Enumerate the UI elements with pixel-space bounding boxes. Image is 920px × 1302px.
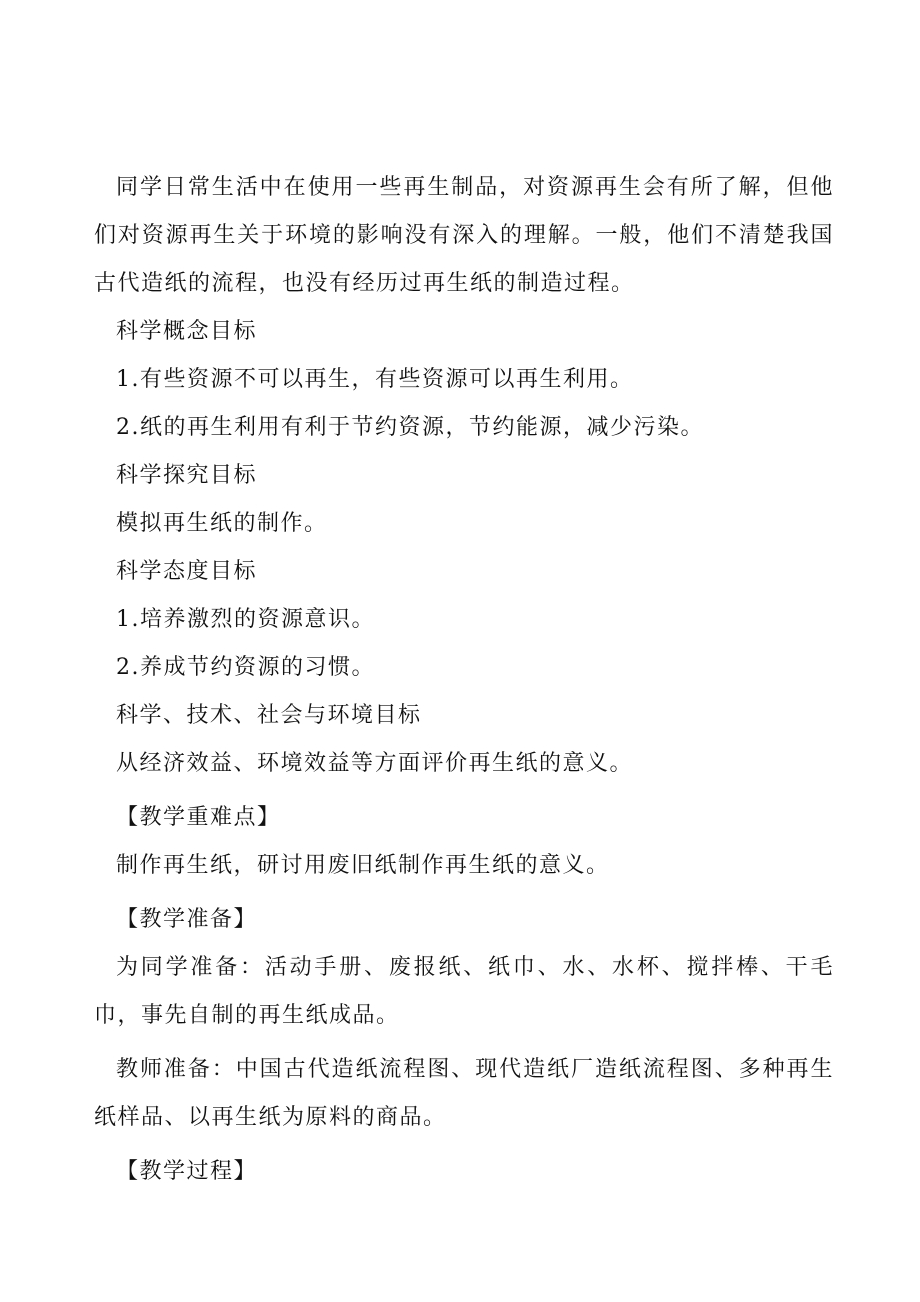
heading-science-attitude-goal: 科学态度目标: [116, 559, 258, 584]
paragraph-key-points: 制作再生纸，研讨用废旧纸制作再生纸的意义。: [116, 853, 610, 878]
list-item-concept-2: 2.纸的再生利用有利于节约资源，节约能源，减少污染。: [116, 415, 704, 440]
paragraph-student-preparation: 为同学准备：活动手册、废报纸、纸巾、水、水杯、搅拌棒、干毛巾，事先自制的再生纸成品。: [94, 955, 834, 1028]
heading-teaching-process: 【教学过程】: [116, 1159, 258, 1184]
heading-teaching-key-points: 【教学重难点】: [116, 805, 281, 830]
list-item-attitude-1: 1.培养激烈的资源意识。: [116, 607, 375, 632]
paragraph-inquiry: 模拟再生纸的制作。: [116, 511, 328, 536]
heading-teaching-preparation: 【教学准备】: [116, 907, 258, 932]
paragraph-stse: 从经济效益、环境效益等方面评价再生纸的意义。: [116, 751, 634, 776]
paragraph-intro: 同学日常生活中在使用一些再生制品，对资源再生会有所了解，但他们对资源再生关于环境的影响没有深入的理解。一般，他们不清楚我国古代造纸的流程，也没有经历过再生纸的制造过程。: [94, 175, 834, 296]
document-body: [94, 164, 834, 1196]
list-item-concept-1: 1.有些资源不可以再生，有些资源可以再生利用。: [116, 367, 634, 392]
paragraph-teacher-preparation: 教师准备：中国古代造纸流程图、现代造纸厂造纸流程图、多种再生纸样品、以再生纸为原料的商品。: [94, 1057, 834, 1130]
heading-stse-goal: 科学、技术、社会与环境目标: [116, 703, 422, 728]
heading-science-inquiry-goal: 科学探究目标: [116, 463, 258, 488]
list-item-attitude-2: 2.养成节约资源的习惯。: [116, 655, 375, 680]
heading-science-concept-goal: 科学概念目标: [116, 319, 258, 344]
